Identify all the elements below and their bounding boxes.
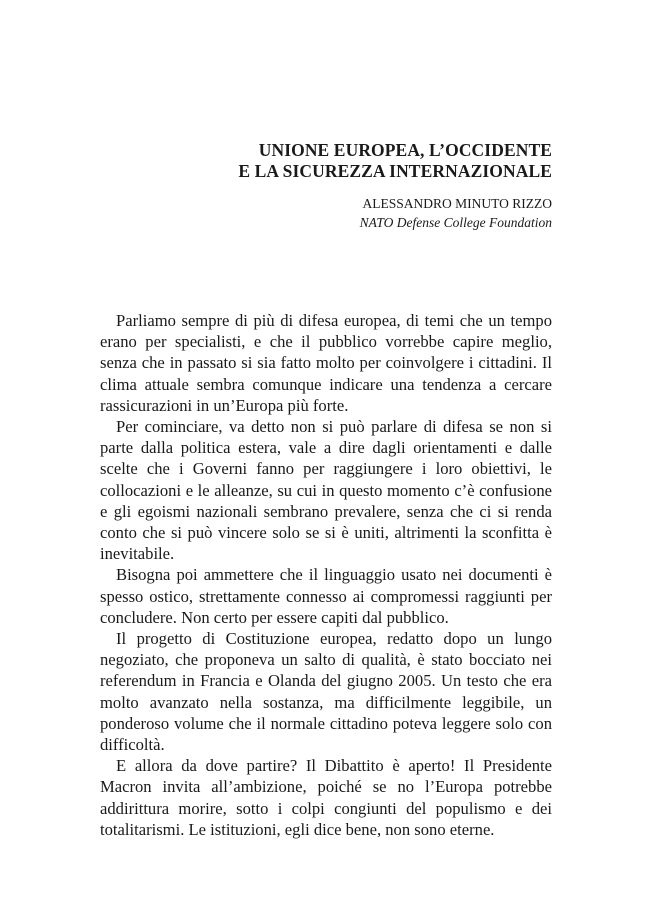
article-body — [100, 310, 552, 840]
paragraph-4: Il progetto di Costituzione europea, redatto dopo un lungo negoziato, che proponeva un salto di qualità, è stato bocciato nei referendum in Francia e Olanda del giugno 2005. Un testo che era molto avanzato nella sostanza, ma difficilmente leggibile, un ponderoso volume che il normale cittadino poteva leggere solo con difficoltà. — [100, 629, 552, 755]
paragraph-3: Bisogna poi ammettere che il linguaggio usato nei documenti è spesso ostico, strettamente connesso ai compromessi raggiunti per concludere. Non certo per essere capiti dal pubblico. — [100, 565, 552, 627]
paragraph-2: Per cominciare, va detto non si può parlare di difesa se non si parte dalla politica estera, vale a dire dagli orientamenti e dalle scelte che i Governi fanno per raggiungere i loro obiettivi, le collocazioni e le alleanze, su cui in questo momento c’è confusione e gli egoismi nazionali sembrano prevalere, senza che ci si renda conto che si può vincere solo se si è uniti, altrimenti la sconfitta è inevitabile. — [100, 417, 552, 564]
article-header — [238, 140, 552, 232]
author-affiliation: NATO Defense College Foundation — [359, 215, 552, 230]
paragraph-5: E allora da dove partire? Il Dibattito è aperto! Il Presidente Macron invita all’ambizione, poiché se no l’Europa potrebbe addirittura morire, sotto i colpi congiunti del populismo e dei totalitarismi. Le istituzioni, egli dice bene, non sono eterne. — [100, 756, 552, 839]
article-title-line-1: UNIONE EUROPEA, L’OCCIDENTE — [258, 140, 552, 160]
paragraph-1: Parliamo sempre di più di difesa europea, di temi che un tempo erano per specialisti, e che il pubblico vorrebbe capire meglio, senza che in passato si sia fatto molto per coinvolgere i cittadini. Il clima attuale sembra comunque indicare una tendenza a cercare rassicurazioni in un’Europa più forte. — [100, 311, 552, 415]
author-name: ALESSANDRO MINUTO RIZZO — [362, 196, 552, 211]
article-title-line-2: E LA SICUREZZA INTERNAZIONALE — [238, 161, 552, 181]
